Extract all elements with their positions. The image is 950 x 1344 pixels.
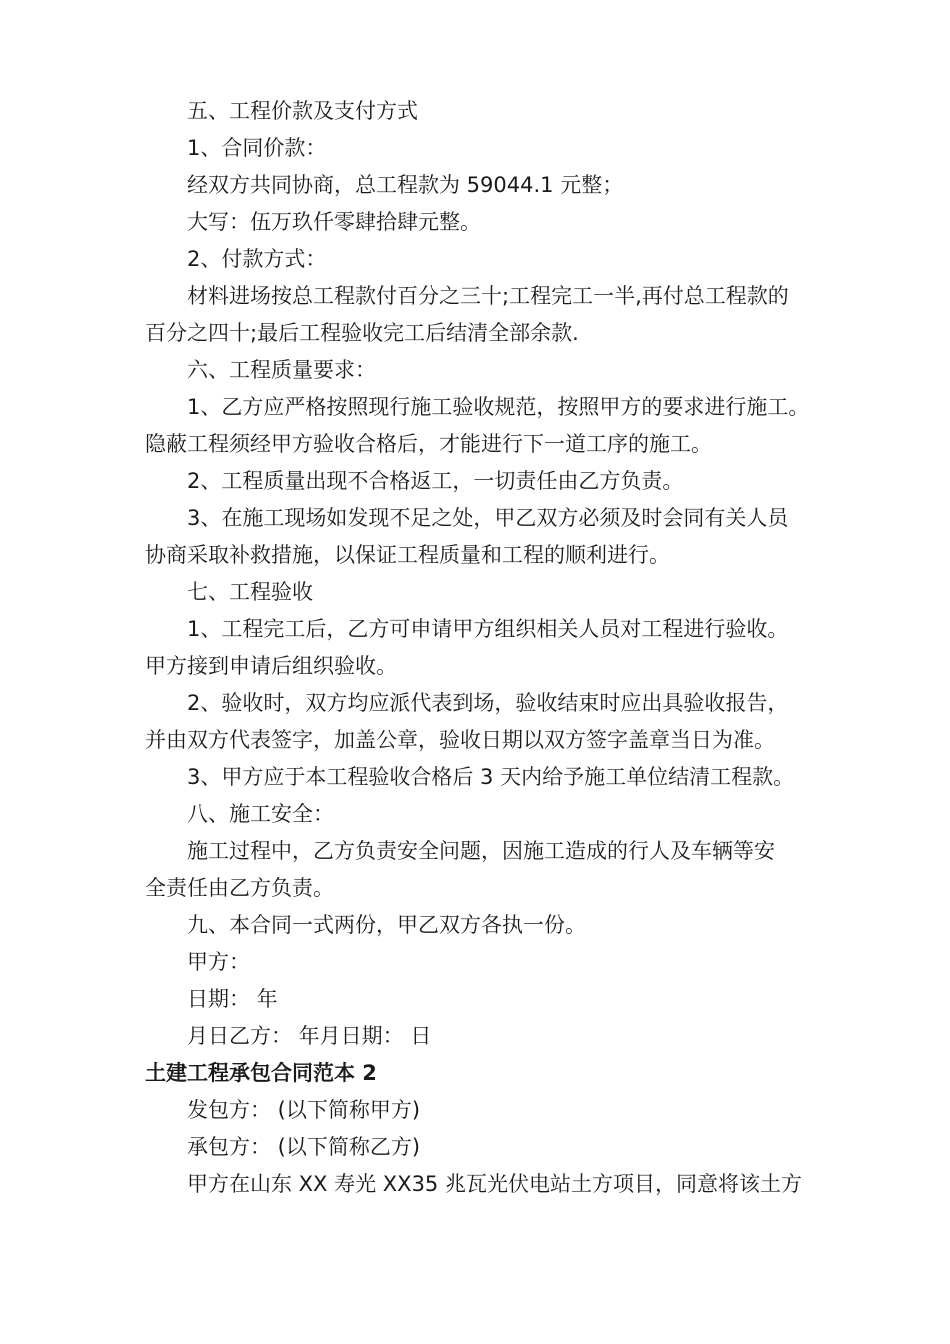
text-line: 甲方接到申请后组织验收。 — [145, 654, 397, 678]
text-line: 大写：伍万玖仟零肆拾肆元整。 — [187, 210, 481, 234]
text-line: 1、乙方应严格按照现行施工验收规范，按照甲方的要求进行施工。 — [187, 395, 810, 419]
text-line: 承包方： (以下简称乙方) — [187, 1135, 421, 1159]
text-line: 1、合同价款： — [187, 136, 327, 160]
text-line: 材料进场按总工程款付百分之三十;工程完工一半,再付总工程款的 — [187, 284, 789, 308]
text-line: 九、本合同一式两份，甲乙双方各执一份。 — [187, 913, 586, 937]
text-line: 2、工程质量出现不合格返工，一切责任由乙方负责。 — [187, 469, 684, 493]
section-heading: 土建工程承包合同范本 2 — [145, 1061, 377, 1085]
text-line: 甲方在山东 XX 寿光 XX35 兆瓦光伏电站土方项目，同意将该土方 — [187, 1172, 802, 1196]
text-line: 七、工程验收 — [187, 580, 313, 604]
document-page — [145, 93, 817, 1203]
text-line: 六、工程质量要求： — [187, 358, 376, 382]
text-line: 五、工程价款及支付方式 — [187, 99, 418, 123]
text-line: 协商采取补救措施，以保证工程质量和工程的顺利进行。 — [145, 543, 670, 567]
text-line: 2、付款方式： — [187, 247, 327, 271]
text-line: 月日乙方： 年月日期： 日 — [187, 1024, 432, 1048]
text-line: 甲方： — [187, 950, 250, 974]
text-line: 八、施工安全： — [187, 802, 334, 826]
text-line: 2、验收时，双方均应派代表到场，验收结束时应出具验收报告， — [187, 691, 789, 715]
text-line: 日期： 年 — [187, 987, 278, 1011]
text-line: 百分之四十;最后工程验收完工后结清全部余款. — [145, 321, 579, 345]
text-line: 经双方共同协商，总工程款为 59044.1 元整； — [187, 173, 624, 197]
text-line: 发包方： (以下简称甲方) — [187, 1098, 421, 1122]
text-line: 3、在施工现场如发现不足之处，甲乙双方必须及时会同有关人员 — [187, 506, 789, 530]
text-line: 施工过程中，乙方负责安全问题，因施工造成的行人及车辆等安 — [187, 839, 775, 863]
text-line: 隐蔽工程须经甲方验收合格后，才能进行下一道工序的施工。 — [145, 432, 712, 456]
text-line: 并由双方代表签字，加盖公章，验收日期以双方签字盖章当日为准。 — [145, 728, 775, 752]
text-line: 1、工程完工后，乙方可申请甲方组织相关人员对工程进行验收。 — [187, 617, 789, 641]
text-line: 3、甲方应于本工程验收合格后 3 天内给予施工单位结清工程款。 — [187, 765, 795, 789]
text-line: 全责任由乙方负责。 — [145, 876, 334, 900]
